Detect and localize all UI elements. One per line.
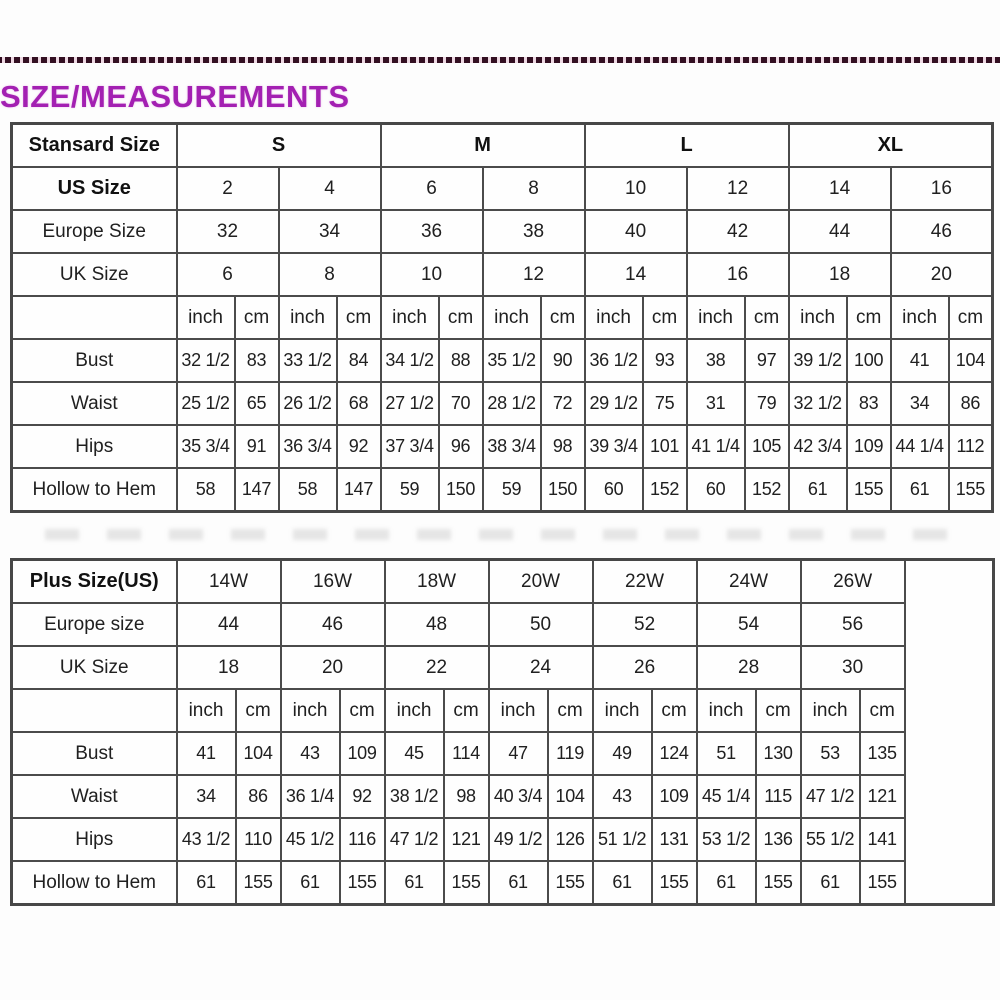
measure-value-cell: 31: [687, 382, 745, 425]
size-value-cell: 28: [697, 646, 801, 689]
measure-value-cell: 26 1/2: [279, 382, 337, 425]
unit-cell: inch: [177, 296, 235, 339]
corner-label-cell: Stansard Size: [12, 124, 177, 168]
measure-value-cell: 36 1/2: [585, 339, 643, 382]
measure-value-cell: 155: [756, 861, 801, 905]
measure-value-cell: 105: [745, 425, 789, 468]
measure-value-cell: 130: [756, 732, 801, 775]
measure-value-cell: 47: [489, 732, 548, 775]
measure-value-cell: 60: [585, 468, 643, 512]
faint-artifact-strip: [45, 529, 955, 540]
dashed-divider-line: [0, 57, 1000, 63]
measure-value-cell: 36 3/4: [279, 425, 337, 468]
measure-value-cell: 41: [891, 339, 949, 382]
measure-value-cell: 42 3/4: [789, 425, 847, 468]
measure-value-cell: 61: [385, 861, 444, 905]
measure-value-cell: 109: [652, 775, 697, 818]
measure-value-cell: 35 1/2: [483, 339, 541, 382]
measure-value-cell: 53: [801, 732, 860, 775]
measure-value-cell: 119: [548, 732, 593, 775]
measure-value-cell: 131: [652, 818, 697, 861]
measure-value-cell: 155: [949, 468, 993, 512]
measure-value-cell: 59: [381, 468, 439, 512]
size-value-cell: 48: [385, 603, 489, 646]
size-value-cell: 32: [177, 210, 279, 253]
measure-value-cell: 109: [340, 732, 385, 775]
size-value-cell: 4: [279, 167, 381, 210]
size-value-cell: 20: [281, 646, 385, 689]
unit-cell: cm: [652, 689, 697, 732]
unit-cell: cm: [337, 296, 381, 339]
unit-cell: inch: [281, 689, 340, 732]
unit-cell: cm: [236, 689, 281, 732]
size-value-cell: 2: [177, 167, 279, 210]
page-title: SIZE/MEASUREMENTS: [0, 79, 350, 114]
measure-value-cell: 101: [643, 425, 687, 468]
measure-value-cell: 104: [548, 775, 593, 818]
table-row: [12, 560, 994, 604]
row-label-cell: [12, 689, 177, 732]
table-row: [12, 689, 994, 732]
measure-value-cell: 92: [337, 425, 381, 468]
measure-value-cell: 104: [949, 339, 993, 382]
measure-value-cell: 43: [281, 732, 340, 775]
size-value-cell: 18: [177, 646, 281, 689]
size-value-cell: 8: [279, 253, 381, 296]
size-header-cell: 20W: [489, 560, 593, 604]
size-value-cell: 6: [177, 253, 279, 296]
row-label-cell: UK Size: [12, 646, 177, 689]
row-label-cell: Waist: [12, 775, 177, 818]
measure-value-cell: 155: [652, 861, 697, 905]
measure-value-cell: 86: [236, 775, 281, 818]
size-value-cell: 16: [687, 253, 789, 296]
measure-value-cell: 79: [745, 382, 789, 425]
row-label-cell: Hips: [12, 425, 177, 468]
measure-value-cell: 58: [279, 468, 337, 512]
table-row: [12, 861, 994, 905]
unit-cell: inch: [381, 296, 439, 339]
measure-value-cell: 150: [439, 468, 483, 512]
measure-value-cell: 34: [177, 775, 236, 818]
measure-value-cell: 90: [541, 339, 585, 382]
measure-value-cell: 92: [340, 775, 385, 818]
measure-value-cell: 96: [439, 425, 483, 468]
measure-value-cell: 35 3/4: [177, 425, 235, 468]
measure-value-cell: 29 1/2: [585, 382, 643, 425]
size-header-cell: 16W: [281, 560, 385, 604]
measure-value-cell: 37 3/4: [381, 425, 439, 468]
table-row: [12, 210, 993, 253]
measure-value-cell: 45 1/2: [281, 818, 340, 861]
table-row: [12, 253, 993, 296]
measure-value-cell: 61: [281, 861, 340, 905]
measure-value-cell: 86: [949, 382, 993, 425]
measure-value-cell: 112: [949, 425, 993, 468]
measure-value-cell: 147: [337, 468, 381, 512]
unit-cell: inch: [489, 689, 548, 732]
row-label-cell: US Size: [12, 167, 177, 210]
measure-value-cell: 38: [687, 339, 745, 382]
table-row: [12, 296, 993, 339]
measure-value-cell: 114: [444, 732, 489, 775]
unit-cell: inch: [687, 296, 745, 339]
unit-cell: inch: [279, 296, 337, 339]
measure-value-cell: 61: [789, 468, 847, 512]
unit-cell: inch: [585, 296, 643, 339]
table-row: [12, 732, 994, 775]
measure-value-cell: 98: [444, 775, 489, 818]
size-value-cell: 24: [489, 646, 593, 689]
size-value-cell: 42: [687, 210, 789, 253]
measure-value-cell: 155: [236, 861, 281, 905]
size-value-cell: 10: [585, 167, 687, 210]
row-label-cell: Bust: [12, 732, 177, 775]
measure-value-cell: 97: [745, 339, 789, 382]
measure-value-cell: 41 1/4: [687, 425, 745, 468]
size-value-cell: 14: [789, 167, 891, 210]
measure-value-cell: 155: [340, 861, 385, 905]
size-value-cell: 12: [687, 167, 789, 210]
measure-value-cell: 136: [756, 818, 801, 861]
measure-value-cell: 43: [593, 775, 652, 818]
measure-value-cell: 83: [235, 339, 279, 382]
measure-value-cell: 115: [756, 775, 801, 818]
row-label-cell: Europe Size: [12, 210, 177, 253]
measure-value-cell: 83: [847, 382, 891, 425]
measure-value-cell: 91: [235, 425, 279, 468]
size-value-cell: 40: [585, 210, 687, 253]
size-value-cell: 16: [891, 167, 993, 210]
measure-value-cell: 152: [745, 468, 789, 512]
size-group-cell: XL: [789, 124, 993, 168]
measure-value-cell: 32 1/2: [177, 339, 235, 382]
measure-value-cell: 155: [444, 861, 489, 905]
table-row: [12, 124, 993, 168]
measure-value-cell: 41: [177, 732, 236, 775]
measure-value-cell: 70: [439, 382, 483, 425]
measure-value-cell: 51: [697, 732, 756, 775]
unit-cell: cm: [541, 296, 585, 339]
size-value-cell: 44: [789, 210, 891, 253]
measure-value-cell: 98: [541, 425, 585, 468]
row-label-cell: Europe size: [12, 603, 177, 646]
measure-value-cell: 58: [177, 468, 235, 512]
size-value-cell: 8: [483, 167, 585, 210]
measure-value-cell: 155: [548, 861, 593, 905]
measure-value-cell: 152: [643, 468, 687, 512]
measure-value-cell: 40 3/4: [489, 775, 548, 818]
measure-value-cell: 65: [235, 382, 279, 425]
measure-value-cell: 135: [860, 732, 905, 775]
row-label-cell: [12, 296, 177, 339]
measure-value-cell: 38 3/4: [483, 425, 541, 468]
measure-value-cell: 59: [483, 468, 541, 512]
measure-value-cell: 150: [541, 468, 585, 512]
measure-value-cell: 109: [847, 425, 891, 468]
measure-value-cell: 121: [860, 775, 905, 818]
size-value-cell: 26: [593, 646, 697, 689]
table-row: [12, 775, 994, 818]
measure-value-cell: 45 1/4: [697, 775, 756, 818]
unit-cell: inch: [789, 296, 847, 339]
measure-value-cell: 88: [439, 339, 483, 382]
size-value-cell: 46: [891, 210, 993, 253]
measure-value-cell: 45: [385, 732, 444, 775]
size-value-cell: 20: [891, 253, 993, 296]
size-value-cell: 54: [697, 603, 801, 646]
measure-value-cell: 121: [444, 818, 489, 861]
measure-value-cell: 155: [860, 861, 905, 905]
size-value-cell: 10: [381, 253, 483, 296]
unit-cell: inch: [385, 689, 444, 732]
measure-value-cell: 61: [697, 861, 756, 905]
size-group-cell: L: [585, 124, 789, 168]
measure-value-cell: 49 1/2: [489, 818, 548, 861]
measure-value-cell: 44 1/4: [891, 425, 949, 468]
measure-value-cell: 72: [541, 382, 585, 425]
measure-value-cell: 75: [643, 382, 687, 425]
measure-value-cell: 38 1/2: [385, 775, 444, 818]
size-value-cell: 38: [483, 210, 585, 253]
measure-value-cell: 47 1/2: [385, 818, 444, 861]
measure-value-cell: 141: [860, 818, 905, 861]
size-group-cell: M: [381, 124, 585, 168]
measure-value-cell: 55 1/2: [801, 818, 860, 861]
unit-cell: cm: [235, 296, 279, 339]
unit-cell: inch: [891, 296, 949, 339]
measure-value-cell: 110: [236, 818, 281, 861]
measure-value-cell: 39 1/2: [789, 339, 847, 382]
measure-value-cell: 34 1/2: [381, 339, 439, 382]
size-value-cell: 30: [801, 646, 905, 689]
measure-value-cell: 53 1/2: [697, 818, 756, 861]
measure-value-cell: 61: [593, 861, 652, 905]
size-group-cell: S: [177, 124, 381, 168]
unit-cell: cm: [340, 689, 385, 732]
unit-cell: cm: [643, 296, 687, 339]
row-label-cell: UK Size: [12, 253, 177, 296]
unit-cell: cm: [444, 689, 489, 732]
size-value-cell: 52: [593, 603, 697, 646]
size-header-cell: 26W: [801, 560, 905, 604]
table-row: [12, 382, 993, 425]
table-row: [12, 603, 994, 646]
measure-value-cell: 84: [337, 339, 381, 382]
size-value-cell: 12: [483, 253, 585, 296]
plus-size-table: [10, 558, 995, 906]
table-row: [12, 646, 994, 689]
row-label-cell: Waist: [12, 382, 177, 425]
unit-cell: cm: [439, 296, 483, 339]
measure-value-cell: 34: [891, 382, 949, 425]
measure-value-cell: 60: [687, 468, 745, 512]
measure-value-cell: 124: [652, 732, 697, 775]
unit-cell: cm: [860, 689, 905, 732]
unit-cell: inch: [593, 689, 652, 732]
size-value-cell: 36: [381, 210, 483, 253]
size-value-cell: 6: [381, 167, 483, 210]
measure-value-cell: 28 1/2: [483, 382, 541, 425]
corner-label-cell: Plus Size(US): [12, 560, 177, 604]
size-value-cell: 46: [281, 603, 385, 646]
unit-cell: inch: [801, 689, 860, 732]
measure-value-cell: 61: [489, 861, 548, 905]
measure-value-cell: 27 1/2: [381, 382, 439, 425]
measure-value-cell: 25 1/2: [177, 382, 235, 425]
size-value-cell: 14: [585, 253, 687, 296]
size-value-cell: 44: [177, 603, 281, 646]
row-label-cell: Hollow to Hem: [12, 861, 177, 905]
size-value-cell: 18: [789, 253, 891, 296]
measure-value-cell: 116: [340, 818, 385, 861]
size-header-cell: 18W: [385, 560, 489, 604]
size-value-cell: 56: [801, 603, 905, 646]
measure-value-cell: 61: [801, 861, 860, 905]
empty-spacer-cell: [905, 560, 994, 905]
unit-cell: cm: [847, 296, 891, 339]
measure-value-cell: 39 3/4: [585, 425, 643, 468]
unit-cell: cm: [756, 689, 801, 732]
row-label-cell: Bust: [12, 339, 177, 382]
measure-value-cell: 43 1/2: [177, 818, 236, 861]
row-label-cell: Hollow to Hem: [12, 468, 177, 512]
unit-cell: inch: [177, 689, 236, 732]
table-row: [12, 167, 993, 210]
measure-value-cell: 47 1/2: [801, 775, 860, 818]
unit-cell: cm: [745, 296, 789, 339]
measure-value-cell: 36 1/4: [281, 775, 340, 818]
measure-value-cell: 32 1/2: [789, 382, 847, 425]
size-header-cell: 14W: [177, 560, 281, 604]
measure-value-cell: 126: [548, 818, 593, 861]
table-row: [12, 425, 993, 468]
size-value-cell: 50: [489, 603, 593, 646]
measure-value-cell: 93: [643, 339, 687, 382]
measure-value-cell: 61: [177, 861, 236, 905]
table-row: [12, 339, 993, 382]
measure-value-cell: 49: [593, 732, 652, 775]
size-header-cell: 24W: [697, 560, 801, 604]
size-value-cell: 34: [279, 210, 381, 253]
table-row: [12, 468, 993, 512]
size-value-cell: 22: [385, 646, 489, 689]
size-header-cell: 22W: [593, 560, 697, 604]
unit-cell: inch: [697, 689, 756, 732]
measure-value-cell: 104: [236, 732, 281, 775]
unit-cell: cm: [949, 296, 993, 339]
measure-value-cell: 51 1/2: [593, 818, 652, 861]
measure-value-cell: 61: [891, 468, 949, 512]
standard-size-table: [10, 122, 994, 513]
row-label-cell: Hips: [12, 818, 177, 861]
unit-cell: inch: [483, 296, 541, 339]
table-row: [12, 818, 994, 861]
unit-cell: cm: [548, 689, 593, 732]
measure-value-cell: 33 1/2: [279, 339, 337, 382]
measure-value-cell: 100: [847, 339, 891, 382]
measure-value-cell: 147: [235, 468, 279, 512]
measure-value-cell: 68: [337, 382, 381, 425]
measure-value-cell: 155: [847, 468, 891, 512]
